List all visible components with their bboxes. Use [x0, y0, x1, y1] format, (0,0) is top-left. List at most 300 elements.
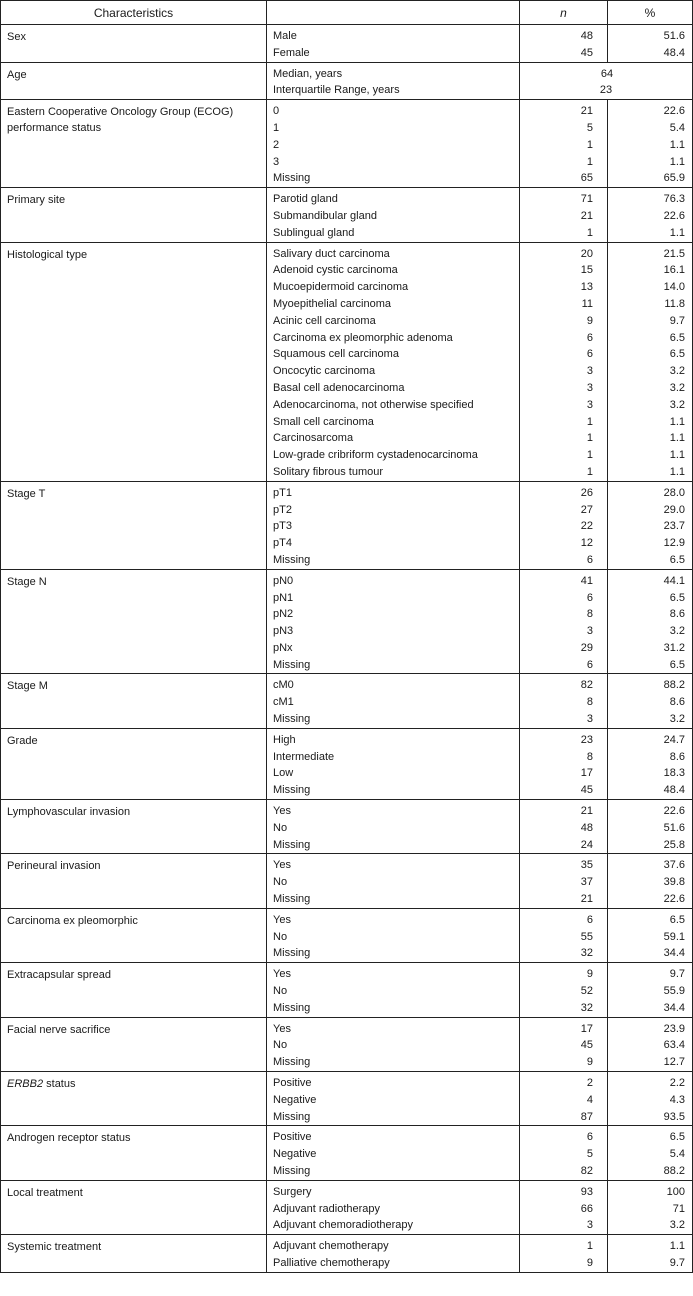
subcategory-label: Adjuvant radiotherapy — [273, 1202, 381, 1215]
characteristic-label — [1, 909, 267, 962]
count-cell — [520, 570, 608, 674]
characteristic-label — [1, 1018, 267, 1071]
subcategory-label: Solitary fibrous tumour — [273, 465, 384, 478]
subcategory-label: Negative — [273, 1148, 317, 1161]
percent-value: 3.2 — [669, 1219, 685, 1232]
characteristic-label — [1, 100, 267, 187]
characteristic-label-text: Grade — [7, 734, 38, 747]
count-cell — [520, 1235, 608, 1272]
subcategory-label: Median, years — [273, 67, 343, 80]
subcategory-label: Acinic cell carcinoma — [273, 314, 376, 327]
subcategory-label: Missing — [273, 658, 311, 671]
percent-value: 29.0 — [663, 503, 685, 516]
subcategory-label: Small cell carcinoma — [273, 415, 374, 428]
percent-value: 76.3 — [663, 193, 685, 206]
percent-value: 22.6 — [663, 209, 685, 222]
table-row-group — [1, 1126, 693, 1180]
count-value: 6 — [586, 658, 593, 671]
percent-value: 1.1 — [669, 465, 685, 478]
subcategory-label: pT3 — [273, 520, 292, 533]
subcategory-label: Carcinosarcoma — [273, 432, 354, 445]
count-value: 9 — [586, 1056, 593, 1069]
subcategory-label: Salivary duct carcinoma — [273, 247, 390, 260]
count-value: 27 — [580, 503, 593, 516]
count-value: 26 — [580, 486, 593, 499]
percent-cell — [608, 800, 693, 853]
count-value: 17 — [580, 1022, 593, 1035]
subcategory-label: Submandibular gland — [273, 209, 377, 222]
percent-value: 6.5 — [669, 658, 685, 671]
percent-value: 3.2 — [669, 713, 685, 726]
subcategory-label: Palliative chemotherapy — [273, 1256, 390, 1269]
characteristic-label — [1, 243, 267, 481]
characteristic-label-text: Stage M — [7, 680, 48, 693]
table-row-group — [1, 1181, 693, 1235]
count-value: 5 — [586, 1148, 593, 1161]
subcategory-label: Squamous cell carcinoma — [273, 348, 399, 361]
subcategory-label: Yes — [273, 805, 291, 818]
count-value: 6 — [586, 331, 593, 344]
subcategory-cell — [267, 482, 520, 569]
subcategory-cell — [267, 800, 520, 853]
count-value: 5 — [586, 121, 593, 134]
percent-value: 8.6 — [669, 696, 685, 709]
subcategory-label: Myoepithelial carcinoma — [273, 297, 391, 310]
count-value: 6 — [586, 553, 593, 566]
percent-value: 6.5 — [669, 1131, 685, 1144]
table-row-group — [1, 800, 693, 854]
count-value: 1 — [586, 415, 593, 428]
count-value: 45 — [580, 784, 593, 797]
percent-value: 23.9 — [663, 1022, 685, 1035]
count-value: 6 — [586, 913, 593, 926]
percent-value: 22.6 — [663, 805, 685, 818]
percent-value: 14.0 — [663, 281, 685, 294]
count-value: 9 — [586, 968, 593, 981]
percent-cell — [608, 100, 693, 187]
subcategory-label: Adenoid cystic carcinoma — [273, 264, 398, 277]
count-value: 1 — [586, 1240, 593, 1253]
percent-value: 100 — [666, 1185, 685, 1198]
count-value: 8 — [586, 608, 593, 621]
count-cell — [520, 854, 608, 907]
percent-cell — [608, 729, 693, 799]
percent-value: 34.4 — [663, 1001, 685, 1014]
subcategory-label: pN3 — [273, 625, 294, 638]
subcategory-cell — [267, 1235, 520, 1272]
percent-value: 12.7 — [663, 1056, 685, 1069]
count-value: 8 — [586, 750, 593, 763]
count-value: 17 — [580, 767, 593, 780]
count-value: 2 — [586, 1077, 593, 1090]
count-value: 1 — [586, 465, 593, 478]
count-value: 45 — [580, 1039, 593, 1052]
subcategory-label: Missing — [273, 893, 311, 906]
percent-value: 16.1 — [663, 264, 685, 277]
percent-value: 6.5 — [669, 553, 685, 566]
subcategory-label: pNx — [273, 641, 293, 654]
count-value: 82 — [580, 679, 593, 692]
count-value: 65 — [580, 172, 593, 185]
count-cell — [520, 243, 608, 481]
subcategory-label: Positive — [273, 1077, 312, 1090]
percent-value: 24.7 — [663, 733, 685, 746]
subcategory-cell — [267, 243, 520, 481]
characteristic-label — [1, 674, 267, 727]
count-value: 21 — [580, 209, 593, 222]
characteristic-label-text: Age — [7, 68, 27, 81]
percent-value: 8.6 — [669, 608, 685, 621]
count-cell — [520, 1072, 608, 1125]
count-value: 3 — [586, 625, 593, 638]
table-row-group — [1, 729, 693, 800]
count-cell — [520, 188, 608, 241]
percent-value: 3.2 — [669, 398, 685, 411]
characteristic-label-text: Primary site — [7, 194, 66, 207]
subcategory-cell — [267, 25, 520, 62]
count-value: 21 — [580, 105, 593, 118]
count-value: 9 — [586, 314, 593, 327]
count-value: 15 — [580, 264, 593, 277]
subcategory-cell — [267, 1018, 520, 1071]
percent-value: 18.3 — [663, 767, 685, 780]
percent-value: 1.1 — [669, 432, 685, 445]
table-row-group — [1, 674, 693, 728]
header-characteristics: Characteristics — [1, 1, 267, 24]
characteristic-label-text: Androgen receptor status — [7, 1132, 131, 1145]
characteristic-label — [1, 1181, 267, 1234]
subcategory-label: Low — [273, 767, 294, 780]
subcategory-label: pN1 — [273, 591, 294, 604]
count-cell — [520, 909, 608, 962]
subcategory-cell — [267, 909, 520, 962]
header-n: n — [520, 1, 608, 24]
subcategory-label: Adjuvant chemoradiotherapy — [273, 1219, 414, 1232]
table-body — [1, 25, 693, 1273]
merged-value: 64 — [600, 67, 614, 80]
count-value: 4 — [586, 1093, 593, 1106]
percent-value: 93.5 — [663, 1110, 685, 1123]
count-value: 52 — [580, 985, 593, 998]
subcategory-label: pN0 — [273, 574, 294, 587]
subcategory-label: Missing — [273, 838, 311, 851]
subcategory-label: pT4 — [273, 537, 292, 550]
percent-cell — [608, 1235, 693, 1272]
count-value: 32 — [580, 1001, 593, 1014]
percent-cell — [608, 1181, 693, 1234]
count-value: 9 — [586, 1256, 593, 1269]
table-row-group — [1, 570, 693, 675]
table-row-group — [1, 1235, 693, 1273]
count-value: 48 — [580, 821, 593, 834]
percent-value: 1.1 — [669, 226, 685, 239]
count-value: 20 — [580, 247, 593, 260]
subcategory-label: Missing — [273, 947, 311, 960]
subcategory-cell — [267, 570, 520, 674]
header-blank — [267, 1, 520, 24]
subcategory-cell — [267, 1072, 520, 1125]
subcategory-label: Yes — [273, 968, 291, 981]
characteristic-label — [1, 570, 267, 674]
characteristic-label-text: Perineural invasion — [7, 860, 101, 873]
subcategory-label: pT2 — [273, 503, 292, 516]
percent-value: 1.1 — [669, 138, 685, 151]
count-cell — [520, 25, 608, 62]
characteristic-label-text: Systemic treatment — [7, 1241, 102, 1254]
subcategory-label: Oncocytic carcinoma — [273, 365, 376, 378]
count-cell — [520, 482, 608, 569]
characteristic-label — [1, 1072, 267, 1125]
percent-value: 2.2 — [669, 1077, 685, 1090]
table-row-group — [1, 854, 693, 908]
subcategory-label: Intermediate — [273, 750, 335, 763]
count-value: 3 — [586, 398, 593, 411]
percent-value: 28.0 — [663, 486, 685, 499]
subcategory-cell — [267, 63, 520, 100]
count-value: 22 — [580, 520, 593, 533]
subcategory-label: Missing — [273, 784, 311, 797]
table-row-group — [1, 100, 693, 188]
table-row-group — [1, 963, 693, 1017]
percent-value: 63.4 — [663, 1039, 685, 1052]
merged-value-cell — [520, 63, 693, 100]
table-row-group — [1, 243, 693, 482]
count-value: 32 — [580, 947, 593, 960]
characteristic-label — [1, 63, 267, 100]
percent-value: 59.1 — [663, 930, 685, 943]
subcategory-label: Negative — [273, 1093, 317, 1106]
percent-value: 1.1 — [669, 415, 685, 428]
percent-value: 21.5 — [663, 247, 685, 260]
percent-cell — [608, 963, 693, 1016]
subcategory-label: Parotid gland — [273, 193, 338, 206]
subcategory-label: cM0 — [273, 679, 294, 692]
subcategory-label: Surgery — [273, 1185, 312, 1198]
count-cell — [520, 800, 608, 853]
characteristic-label — [1, 1126, 267, 1179]
count-cell — [520, 1126, 608, 1179]
subcategory-label: pN2 — [273, 608, 294, 621]
percent-value: 34.4 — [663, 947, 685, 960]
count-value: 35 — [580, 859, 593, 872]
subcategory-cell — [267, 854, 520, 907]
characteristic-label — [1, 188, 267, 241]
percent-value: 3.2 — [669, 365, 685, 378]
table-row-group — [1, 188, 693, 242]
subcategory-label: Basal cell adenocarcinoma — [273, 381, 405, 394]
percent-value: 4.3 — [669, 1093, 685, 1106]
table-row-group — [1, 909, 693, 963]
characteristic-label-text: Lymphovascular invasion — [7, 806, 131, 819]
percent-cell — [608, 25, 693, 62]
percent-value: 22.6 — [663, 893, 685, 906]
count-value: 3 — [586, 365, 593, 378]
subcategory-label: No — [273, 876, 288, 889]
percent-value: 51.6 — [663, 821, 685, 834]
table-row-group — [1, 1072, 693, 1126]
percent-value: 71 — [672, 1202, 685, 1215]
characteristic-label — [1, 25, 267, 62]
subcategory-label: Missing — [273, 1056, 311, 1069]
count-cell — [520, 100, 608, 187]
percent-cell — [608, 570, 693, 674]
subcategory-label: No — [273, 985, 288, 998]
percent-cell — [608, 1072, 693, 1125]
percent-value: 12.9 — [663, 537, 685, 550]
subcategory-label: Missing — [273, 1165, 311, 1177]
percent-value: 6.5 — [669, 331, 685, 344]
count-value: 3 — [586, 1219, 593, 1232]
subcategory-cell — [267, 1181, 520, 1234]
count-value: 1 — [586, 155, 593, 168]
percent-value: 44.1 — [663, 574, 685, 587]
subcategory-cell — [267, 729, 520, 799]
count-cell — [520, 1018, 608, 1071]
characteristic-label-suffix: status — [43, 1078, 76, 1091]
count-value: 55 — [580, 930, 593, 943]
percent-cell — [608, 909, 693, 962]
percent-cell — [608, 674, 693, 727]
count-value: 3 — [586, 713, 593, 726]
subcategory-label: Female — [273, 46, 310, 59]
subcategory-label: Male — [273, 30, 297, 42]
subcategory-label: No — [273, 930, 288, 943]
subcategory-label: 3 — [273, 155, 280, 168]
count-cell — [520, 729, 608, 799]
percent-value: 3.2 — [669, 381, 685, 394]
count-value: 12 — [580, 537, 593, 550]
percent-value: 48.4 — [663, 784, 685, 797]
percent-value: 3.2 — [669, 625, 685, 638]
percent-value: 1.1 — [669, 155, 685, 168]
percent-value: 6.5 — [669, 348, 685, 361]
percent-value: 39.8 — [663, 876, 685, 889]
characteristic-label-text: ERBB2 — [7, 1078, 44, 1091]
subcategory-label: pT1 — [273, 486, 292, 499]
percent-value: 31.2 — [663, 641, 685, 654]
subcategory-label: No — [273, 821, 288, 834]
count-value: 21 — [580, 893, 593, 906]
subcategory-label: Yes — [273, 913, 291, 926]
percent-value: 1.1 — [669, 1240, 685, 1253]
count-value: 6 — [586, 1131, 593, 1144]
subcategory-label: Carcinoma ex pleomorphic adenoma — [273, 331, 453, 344]
percent-value: 37.6 — [663, 859, 685, 872]
characteristic-label-text: Stage N — [7, 575, 47, 588]
count-value: 3 — [586, 381, 593, 394]
count-value: 13 — [580, 281, 593, 294]
percent-cell — [608, 1018, 693, 1071]
table-row-group — [1, 1018, 693, 1072]
characteristic-label — [1, 729, 267, 799]
percent-value: 55.9 — [663, 985, 685, 998]
characteristic-label-text: Local treatment — [7, 1186, 83, 1199]
subcategory-cell — [267, 1126, 520, 1179]
subcategory-label: Adjuvant chemotherapy — [273, 1240, 389, 1253]
percent-cell — [608, 854, 693, 907]
percent-value: 48.4 — [663, 46, 685, 59]
subcategory-cell — [267, 100, 520, 187]
subcategory-label: Low-grade cribriform cystadenocarcinoma — [273, 449, 478, 462]
count-value: 37 — [580, 876, 593, 889]
percent-value: 22.6 — [663, 105, 685, 118]
percent-cell — [608, 482, 693, 569]
subcategory-cell — [267, 674, 520, 727]
percent-cell — [608, 243, 693, 481]
percent-value: 1.1 — [669, 449, 685, 462]
percent-value: 8.6 — [669, 750, 685, 763]
subcategory-label: Interquartile Range, years — [273, 84, 400, 97]
subcategory-cell — [267, 963, 520, 1016]
percent-value: 65.9 — [663, 172, 685, 185]
count-value: 93 — [580, 1185, 593, 1198]
count-value: 1 — [586, 226, 593, 239]
count-cell — [520, 674, 608, 727]
characteristic-label-text: Extracapsular spread — [7, 969, 111, 982]
characteristic-label — [1, 800, 267, 853]
count-value: 82 — [580, 1165, 593, 1177]
count-value: 6 — [586, 591, 593, 604]
percent-cell — [608, 1126, 693, 1179]
characteristic-label-text: Carcinoma ex pleomorphic — [7, 914, 138, 927]
count-value: 45 — [580, 46, 593, 59]
subcategory-label: 2 — [273, 138, 280, 151]
percent-value: 6.5 — [669, 591, 685, 604]
subcategory-label: Missing — [273, 553, 311, 566]
subcategory-label: Mucoepidermoid carcinoma — [273, 281, 409, 294]
table-row-group — [1, 25, 693, 63]
characteristic-label — [1, 482, 267, 569]
subcategory-label: Yes — [273, 1022, 291, 1035]
characteristic-label-text: Histological type — [7, 248, 88, 261]
subcategory-label: Adenocarcinoma, not otherwise specified — [273, 398, 474, 411]
subcategory-label: cM1 — [273, 696, 294, 709]
count-value: 8 — [586, 696, 593, 709]
count-value: 87 — [580, 1110, 593, 1123]
count-value: 11 — [581, 297, 593, 310]
subcategory-label: 0 — [273, 105, 280, 118]
percent-value: 88.2 — [663, 679, 685, 692]
count-value: 24 — [580, 838, 593, 851]
characteristic-label — [1, 963, 267, 1016]
count-value: 71 — [580, 193, 593, 206]
characteristic-label-text: Sex — [7, 31, 26, 43]
subcategory-label: Missing — [273, 172, 311, 185]
percent-value: 9.7 — [669, 968, 685, 981]
merged-value: 23 — [599, 84, 613, 97]
percent-value: 88.2 — [663, 1165, 685, 1177]
count-cell — [520, 1181, 608, 1234]
percent-value: 51.6 — [663, 30, 685, 42]
table-row-group — [1, 63, 693, 101]
count-value: 66 — [580, 1202, 593, 1215]
subcategory-label: Sublingual gland — [273, 226, 355, 239]
characteristic-label — [1, 1235, 267, 1272]
percent-value: 11.8 — [664, 297, 685, 310]
table-row-group — [1, 482, 693, 570]
count-value: 21 — [580, 805, 593, 818]
subcategory-label: 1 — [273, 121, 280, 134]
count-value: 6 — [586, 348, 593, 361]
characteristic-label-text: Facial nerve sacrifice — [7, 1023, 111, 1036]
percent-value: 9.7 — [669, 1256, 685, 1269]
subcategory-cell — [267, 188, 520, 241]
subcategory-label: No — [273, 1039, 288, 1052]
percent-value: 23.7 — [663, 520, 685, 533]
subcategory-label: High — [273, 733, 296, 746]
count-value: 48 — [580, 30, 593, 42]
count-cell — [520, 963, 608, 1016]
